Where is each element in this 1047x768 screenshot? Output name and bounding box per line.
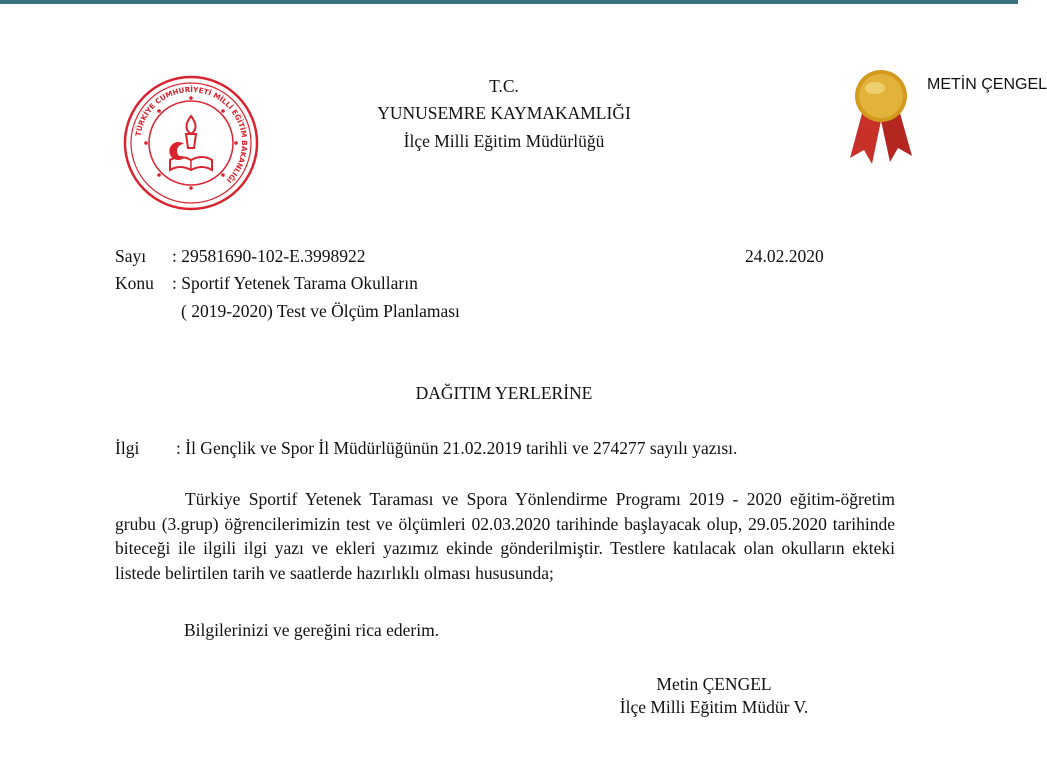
header-tc: T.C. bbox=[489, 76, 519, 96]
konu-value-line1: : Sportif Yetenek Tarama Okulların bbox=[172, 273, 418, 293]
konu-value-line2: ( 2019-2020) Test ve Ölçüm Planlaması bbox=[181, 301, 460, 321]
signature-name: Metin ÇENGEL bbox=[656, 674, 772, 694]
signature-title: İlçe Milli Eğitim Müdür V. bbox=[619, 697, 809, 717]
e-signature-badge-icon bbox=[846, 66, 916, 166]
header-institution: YUNUSEMRE KAYMAKAMLIĞI bbox=[377, 103, 631, 123]
header-directorate: İlçe Milli Eğitim Müdürlüğü bbox=[403, 131, 605, 151]
ministry-seal-logo bbox=[122, 74, 260, 212]
ilgi-value: : İl Gençlik ve Spor İl Müdürlüğünün 21.02.2019 tarihli ve 274277 sayılı yazısı. bbox=[176, 438, 738, 458]
document-date: 24.02.2020 bbox=[745, 246, 824, 266]
body-paragraph bbox=[115, 487, 895, 585]
ilgi-label: İlgi bbox=[115, 438, 140, 458]
konu-label: Konu bbox=[115, 273, 154, 293]
sayi-value: : 29581690-102-E.3998922 bbox=[172, 246, 366, 266]
seal-ring-text: TÜRKİYE CUMHURİYETİ MİLLİ EĞİTİM BAKANLIĞI bbox=[133, 84, 250, 186]
signer-name-tag: METİN ÇENGEL bbox=[927, 76, 1047, 93]
recipient-heading: DAĞITIM YERLERİNE bbox=[415, 383, 593, 403]
closing-sentence: Bilgilerinizi ve gereğini rica ederim. bbox=[184, 620, 440, 640]
window-top-border bbox=[0, 0, 1018, 4]
sayi-label: Sayı bbox=[115, 246, 147, 266]
body-paragraph-text: Türkiye Sportif Yetenek Taraması ve Spora Yönlendirme Programı 2019 - 2020 eğitim-öğretim grubu (3.grup) öğrencilerimizin test ve ölçümleri 02.03.2020 tarihinde başlayacak olup, 29.05.2020 tarihinde biteceği ile ilgili ilgi yazı ve ekleri yazımız ekinde gönderilmiştir. Testlere katılacak olan okulların ekteki listede belirtilen tarih ve saatlerde hazırlıklı olması hususunda; bbox=[115, 489, 895, 583]
